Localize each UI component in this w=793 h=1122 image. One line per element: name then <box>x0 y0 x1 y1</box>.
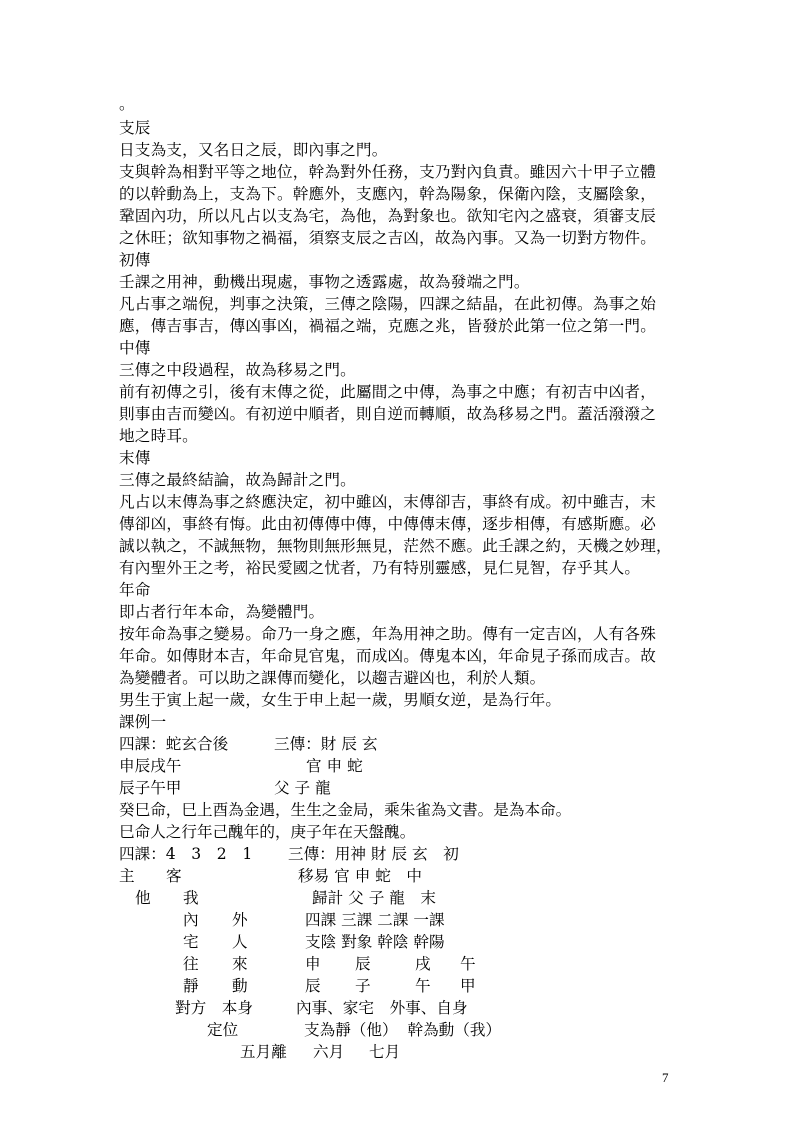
table-cell: 客 <box>166 867 182 885</box>
text-line: 之休旺；欲知事物之禍福，須察支辰之吉凶，故為內事。又為一切對方物件。 <box>119 229 656 247</box>
table-cell: 七月 <box>369 1043 401 1061</box>
example-note: 癸巳命，巳上酉為金遇，生生之金局，乘朱雀為文書。是為本命。 <box>119 801 572 819</box>
text-line: 按年命為事之變易。命乃一身之應，年為用神之助。傳有一定吉凶，人有各殊 <box>119 625 656 643</box>
table-cell: 移易 官 申 蛇 中 <box>298 867 423 885</box>
table-cell: 甲 <box>460 977 476 995</box>
text-line: 三傳之中段過程，故為移易之門。 <box>119 361 356 379</box>
table-cell: 外 <box>232 911 248 929</box>
table-cell: 戌 <box>415 955 431 973</box>
text-line: 傳卻凶，事終有悔。此由初傳傳中傳，中傳傳末傳，逐步相傳，有感斯應。必 <box>119 515 656 533</box>
text-line: 支與幹為相對平等之地位，幹為對外任務，支乃對內負責。雖因六十甲子立體 <box>119 163 656 181</box>
text-line: 前有初傳之引，後有末傳之從，此屬間之中傳，為事之中應；有初吉中凶者， <box>119 383 656 401</box>
example-sike-row3: 辰子午甲 <box>119 779 182 797</box>
text-line: 誠以執之，不誠無物，無物則無形無見，茫然不應。此壬課之約，天機之妙理， <box>119 537 672 555</box>
text-line: 則事由吉而變凶。有初逆中順者，則自逆而轉順，故為移易之門。蓋活潑潑之 <box>119 405 656 423</box>
table-cell: 定位 <box>207 1021 239 1039</box>
section-heading-chuchuan: 初傳 <box>119 251 151 269</box>
example-sike: 四課：蛇玄合後 <box>119 735 229 753</box>
example-sanchuan-row2: 官 申 蛇 <box>306 757 363 775</box>
example-sike-row2: 申辰戌午 <box>119 757 182 775</box>
table-cell: 支陰 對象 幹陰 幹陽 <box>305 933 445 951</box>
text-line: 的以幹動為上，支為下。幹應外，支應內，幹為陽象，保衛內陰，支屬陰象， <box>119 185 656 203</box>
table-cell: 子 <box>355 977 371 995</box>
section-heading-zhongchuan: 中傳 <box>119 339 151 357</box>
table-cell: 靜 <box>183 977 199 995</box>
text-line: 凡占事之端倪，判事之決策，三傳之陰陽，四課之結晶，在此初傳。為事之始 <box>119 295 656 313</box>
text-line: 鞏固內功，所以凡占以支為宅，為他，為對象也。欲知宅內之盛衰，須審支辰 <box>119 207 656 225</box>
text-line: 應，傳吉事吉，傳凶事凶，禍福之端，克應之兆，皆發於此第一位之第一門。 <box>119 317 656 335</box>
table-cell: 四課 三課 二課 一課 <box>305 911 445 929</box>
text-line: 壬課之用神，動機出現處，事物之透露處，故為發端之門。 <box>119 273 530 291</box>
table-cell: 六月 <box>313 1043 345 1061</box>
text-line: 地之時耳。 <box>119 427 198 445</box>
text-line: 年命。如傳財本吉，年命見官鬼，而成凶。傳鬼本凶，年命見子孫而成吉。故 <box>119 647 656 665</box>
table-row-header-sanchuan: 三傳：用神 財 辰 玄 初 <box>288 845 459 863</box>
table-cell: 辰 <box>355 955 371 973</box>
section-heading-mochuan: 末傳 <box>119 449 151 467</box>
text-line: 日支為支，又名日之辰，即內事之門。 <box>119 141 388 159</box>
text-line: 三傳之最終結論，故為歸計之門。 <box>119 471 356 489</box>
table-cell: 支為靜（他） 幹為動（我） <box>304 1021 502 1039</box>
table-cell: 我 <box>183 889 199 907</box>
section-heading-zhichen: 支辰 <box>119 119 151 137</box>
example-sanchuan: 三傳：財 辰 玄 <box>274 735 378 753</box>
example-note: 巳命人之行年己醜年的，庚子年在天盤醜。 <box>119 823 416 841</box>
table-cell: 主 <box>119 867 135 885</box>
table-cell: 動 <box>232 977 248 995</box>
table-cell: 申 <box>305 955 321 973</box>
table-cell: 往 <box>183 955 199 973</box>
text-line: 有內聖外王之考，裕民愛國之忧者，乃有特別靈感，見仁見智，存乎其人。 <box>119 559 641 577</box>
table-cell: 來 <box>232 955 248 973</box>
section-heading-example-1: 課例一 <box>119 713 167 731</box>
table-cell: 內 <box>183 911 199 929</box>
section-heading-nianming: 年命 <box>119 581 151 599</box>
table-cell: 他 <box>135 889 151 907</box>
table-cell: 內事、家宅 外事、自身 <box>296 999 468 1017</box>
table-row-header-sike: 四課：4 3 2 1 <box>119 845 253 863</box>
table-cell: 歸計 父 子 龍 末 <box>312 889 437 907</box>
table-cell: 對方 本身 <box>175 999 253 1017</box>
table-cell: 午 <box>415 977 431 995</box>
text-line: 凡占以末傳為事之終應決定，初中雖凶，末傳卻吉，事終有成。初中雖吉，末 <box>119 493 656 511</box>
table-cell: 午 <box>460 955 476 973</box>
table-cell: 五月離 <box>240 1043 287 1061</box>
example-sanchuan-row3: 父 子 龍 <box>274 779 331 797</box>
page-number: 7 <box>662 1070 669 1085</box>
text-line: 男生于寅上起一歲，女生于申上起一歲，男順女逆，是為行年。 <box>119 691 562 709</box>
text-line: 即占者行年本命，為變體門。 <box>119 603 325 621</box>
table-cell: 宅 <box>183 933 199 951</box>
table-cell: 辰 <box>305 977 321 995</box>
text-line: 。 <box>119 95 135 113</box>
table-cell: 人 <box>232 933 248 951</box>
text-line: 為變體者。可以助之課傳而變化，以趨吉避凶也，利於人類。 <box>119 669 546 687</box>
